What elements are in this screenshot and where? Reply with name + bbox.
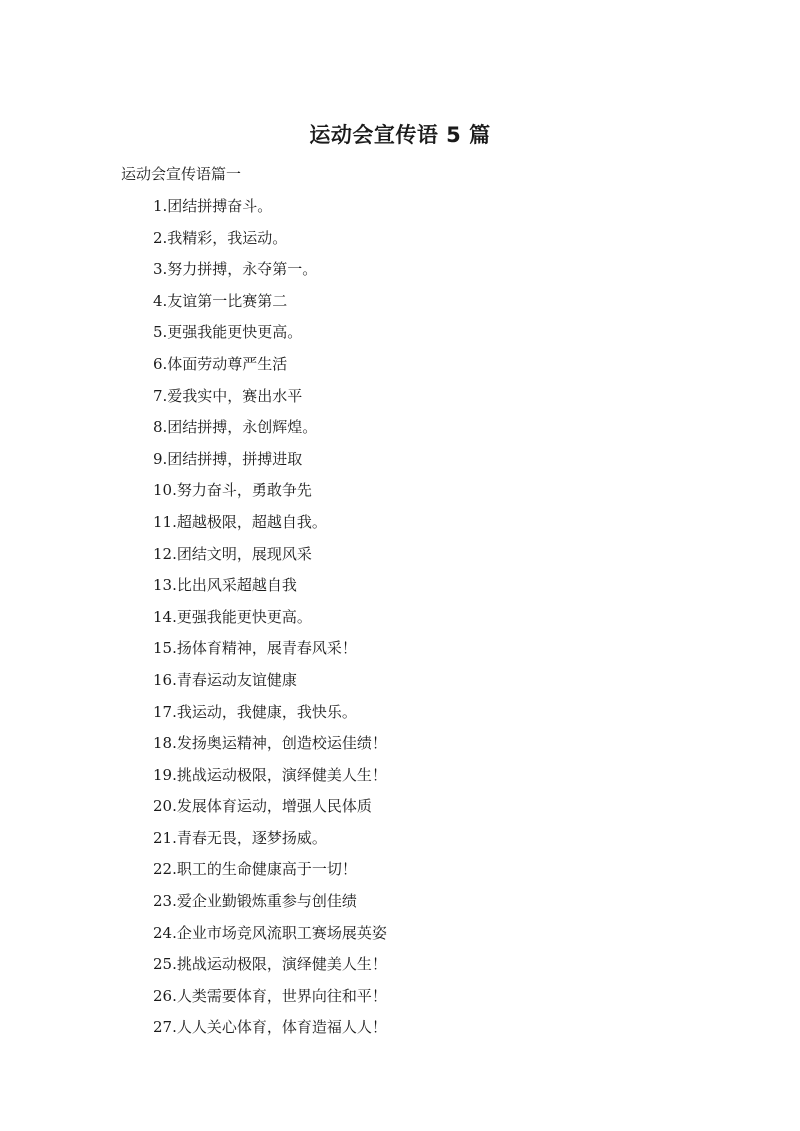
list-item: 15.扬体育精神，展青春风采！: [153, 639, 357, 658]
list-item: 18.发扬奥运精神，创造校运佳绩！: [153, 734, 387, 753]
list-item: 24.企业市场竞风流职工赛场展英姿: [153, 923, 387, 942]
list-item: 22.职工的生命健康高于一切！: [153, 860, 357, 879]
list-item: 25.挑战运动极限，演绎健美人生！: [153, 955, 387, 974]
list-item: 4.友谊第一比赛第二: [153, 291, 288, 310]
list-item: 6.体面劳动尊严生活: [153, 354, 288, 373]
list-item: 12.团结文明，展现风采: [153, 544, 312, 563]
list-item: 27.人人关心体育，体育造福人人！: [153, 1018, 387, 1037]
list-item: 7.爱我实中，赛出水平: [153, 386, 303, 405]
list-item: 13.比出风采超越自我: [153, 576, 297, 595]
list-item: 11.超越极限，超越自我。: [153, 512, 327, 531]
list-item: 10.努力奋斗，勇敢争先: [153, 481, 312, 500]
list-item: 21.青春无畏，逐梦扬威。: [153, 828, 327, 847]
list-item: 8.团结拼搏，永创辉煌。: [153, 418, 318, 437]
list-item: 19.挑战运动极限，演绎健美人生！: [153, 765, 387, 784]
list-item: 5.更强我能更快更高。: [153, 323, 303, 342]
slogan-list: [153, 195, 387, 1048]
list-item: 17.我运动，我健康，我快乐。: [153, 702, 357, 721]
list-item: 16.青春运动友谊健康: [153, 670, 297, 689]
list-item: 20.发展体育运动，增强人民体质: [153, 797, 372, 816]
document-title: 运动会宣传语 5 篇: [309, 123, 491, 147]
list-item: 23.爱企业勤锻炼重参与创佳绩: [153, 892, 357, 911]
list-item: 9.团结拼搏，拼搏进取: [153, 449, 303, 468]
list-item: 1.团结拼搏奋斗。: [153, 197, 273, 215]
section-heading: 运动会宣传语篇一: [121, 165, 242, 183]
list-item: 2.我精彩，我运动。: [153, 228, 288, 247]
list-item: 26.人类需要体育，世界向往和平！: [153, 986, 387, 1005]
list-item: 14.更强我能更快更高。: [153, 607, 312, 626]
list-item: 3.努力拼搏，永夺第一。: [153, 260, 318, 279]
